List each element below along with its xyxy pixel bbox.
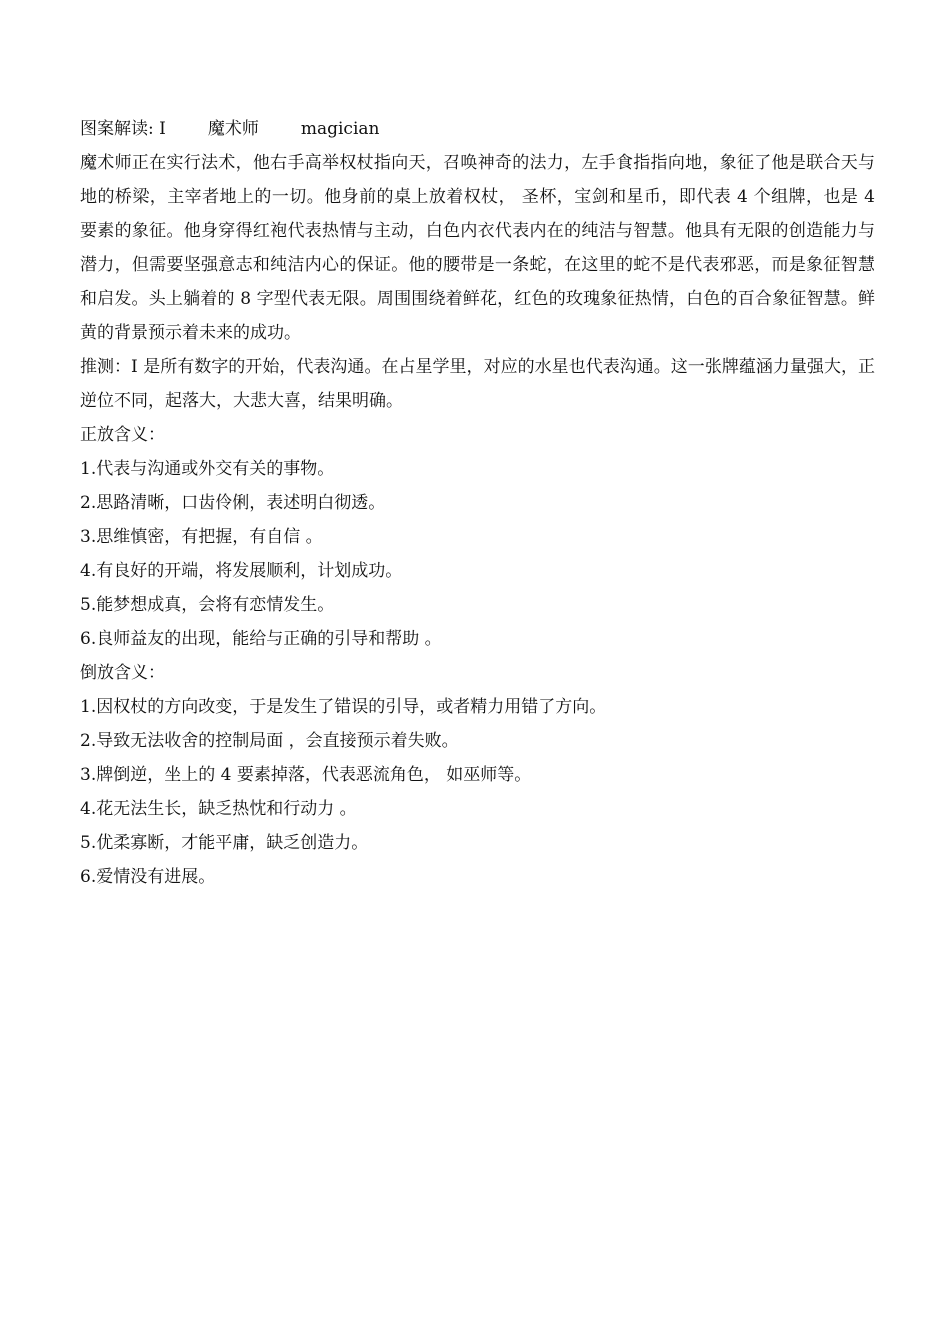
reversed-item: 6.爱情没有进展。 <box>80 867 216 887</box>
card-name-cn: 魔术师 <box>207 119 259 139</box>
upright-item: 3.思维慎密，有把握，有自信 。 <box>80 527 323 547</box>
upright-item: 6.良师益友的出现，能给与正确的引导和帮助 。 <box>80 629 442 649</box>
title-line <box>80 112 875 146</box>
reversed-item: 2.导致无法收舍的控制局面 ，会直接预示着失败。 <box>80 731 459 751</box>
upright-heading: 正放含义： <box>80 425 165 445</box>
title-label: 图案解读: <box>80 119 154 139</box>
card-number: I <box>159 119 166 139</box>
reversed-item: 4.花无法生长，缺乏热忱和行动力 。 <box>80 799 357 819</box>
card-name-en: magician <box>300 119 380 139</box>
description-paragraph: 魔术师正在实行法术，他右手高举权杖指向天，召唤神奇的法力，左手食指指向地，象征了他是联合天与地的桥梁，主宰者地上的一切。他身前的桌上放着权杖， 圣杯，宝剑和星币，即代表 4 个组牌，也是 4 要素的象征。他身穿得红袍代表热情与主动，白色内衣代表内在的纯洁与智慧。他具有无限的创造能力与潜力，但需要坚强意志和纯洁内心的保证。他的腰带是一条蛇，在这里的蛇不是代表邪恶，而是象征智慧和启发。头上躺着的 8 字型代表无限。周围围绕着鲜花，红色的玫瑰象征热情，白色的百合象征智慧。鲜黄的背景预示着未来的成功。 <box>80 153 875 343</box>
document-body <box>80 112 875 894</box>
reversed-item: 1.因权杖的方向改变，于是发生了错误的引导，或者精力用错了方向。 <box>80 697 607 717</box>
upright-item: 2.思路清晰，口齿伶俐，表述明白彻透。 <box>80 493 386 513</box>
upright-item: 1.代表与沟通或外交有关的事物。 <box>80 459 335 479</box>
reversed-item: 3.牌倒逆，坐上的 4 要素掉落，代表恶流角色， 如巫师等。 <box>80 765 532 785</box>
reversed-heading: 倒放含义： <box>80 663 165 683</box>
inference-paragraph: 推测：I 是所有数字的开始，代表沟通。在占星学里，对应的水星也代表沟通。这一张牌蕴涵力量强大，正逆位不同，起落大，大悲大喜，结果明确。 <box>80 357 875 411</box>
reversed-item: 5.优柔寡断，才能平庸，缺乏创造力。 <box>80 833 369 853</box>
upright-item: 5.能梦想成真，会将有恋情发生。 <box>80 595 335 615</box>
upright-item: 4.有良好的开端，将发展顺利，计划成功。 <box>80 561 403 581</box>
